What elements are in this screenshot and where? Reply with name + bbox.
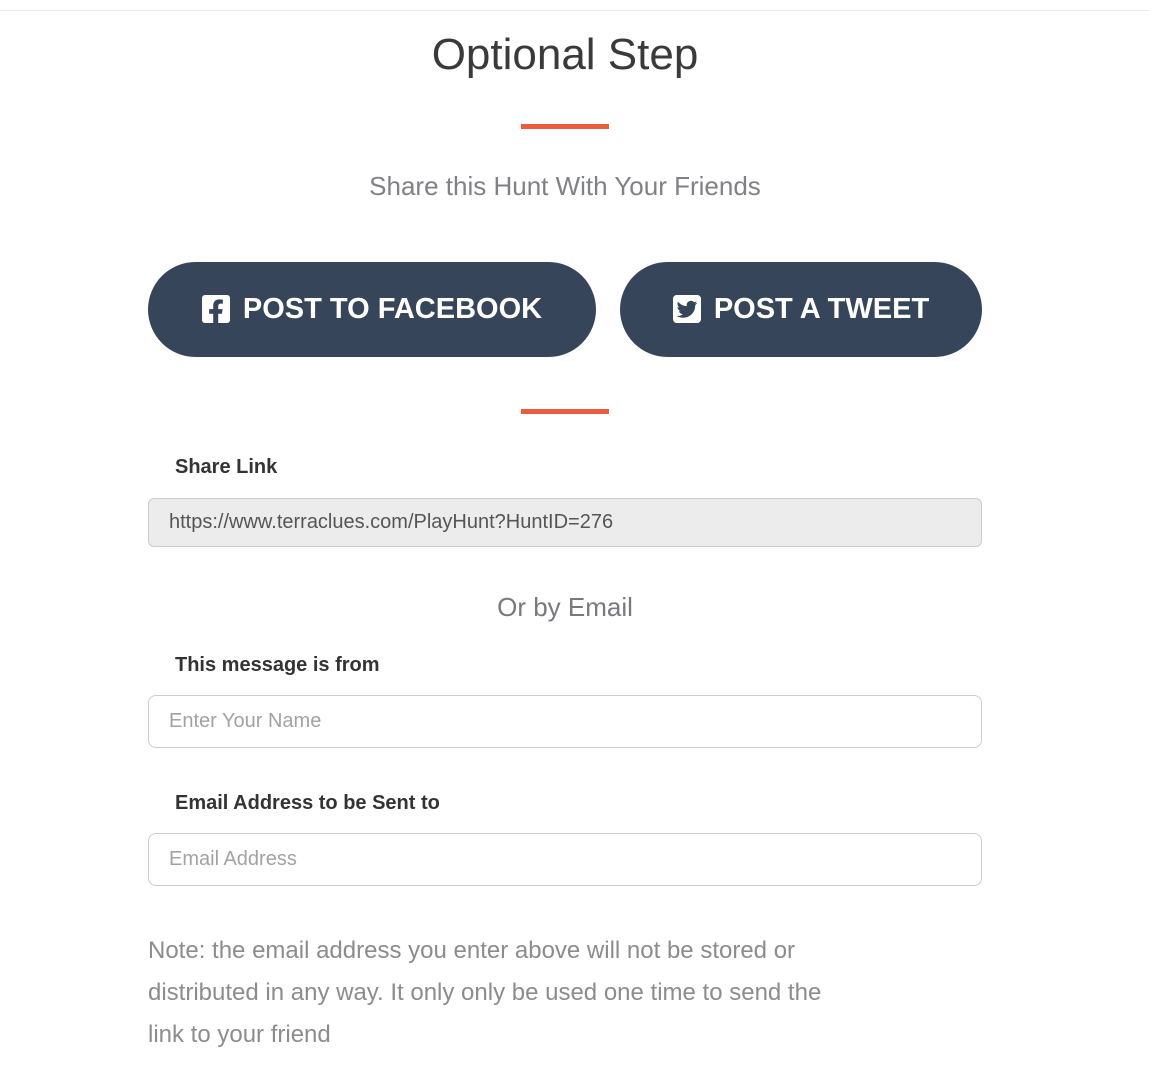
page-title: Optional Step xyxy=(431,30,699,79)
privacy-note-line: distributed in any way. It only only be used one time to send the xyxy=(148,978,822,1006)
or-by-email-heading: Or by Email xyxy=(497,591,633,622)
optional-step-section xyxy=(148,25,982,1056)
post-to-facebook-button[interactable] xyxy=(148,262,596,357)
message-from-label: This message is from xyxy=(175,653,380,676)
share-link-input[interactable] xyxy=(148,498,982,547)
social-buttons-row xyxy=(148,262,982,357)
accent-divider-bottom xyxy=(521,409,609,414)
privacy-note xyxy=(148,930,982,1056)
top-divider xyxy=(0,0,1149,11)
privacy-note-line: link to your friend xyxy=(148,1020,331,1048)
email-to-label: Email Address to be Sent to xyxy=(175,791,440,814)
accent-divider-top xyxy=(521,124,609,129)
facebook-button-label: POST TO FACEBOOK xyxy=(242,292,543,325)
privacy-note-line: Note: the email address you enter above will not be stored or xyxy=(148,936,796,964)
share-subtitle: Share this Hunt With Your Friends xyxy=(369,171,761,202)
share-link-label: Share Link xyxy=(175,455,278,478)
tweet-button-label: POST A TWEET xyxy=(713,292,930,325)
twitter-square-icon xyxy=(673,295,701,323)
facebook-square-icon xyxy=(202,295,230,323)
email-input[interactable] xyxy=(148,833,982,886)
post-a-tweet-button[interactable] xyxy=(620,262,982,357)
name-input[interactable] xyxy=(148,695,982,748)
